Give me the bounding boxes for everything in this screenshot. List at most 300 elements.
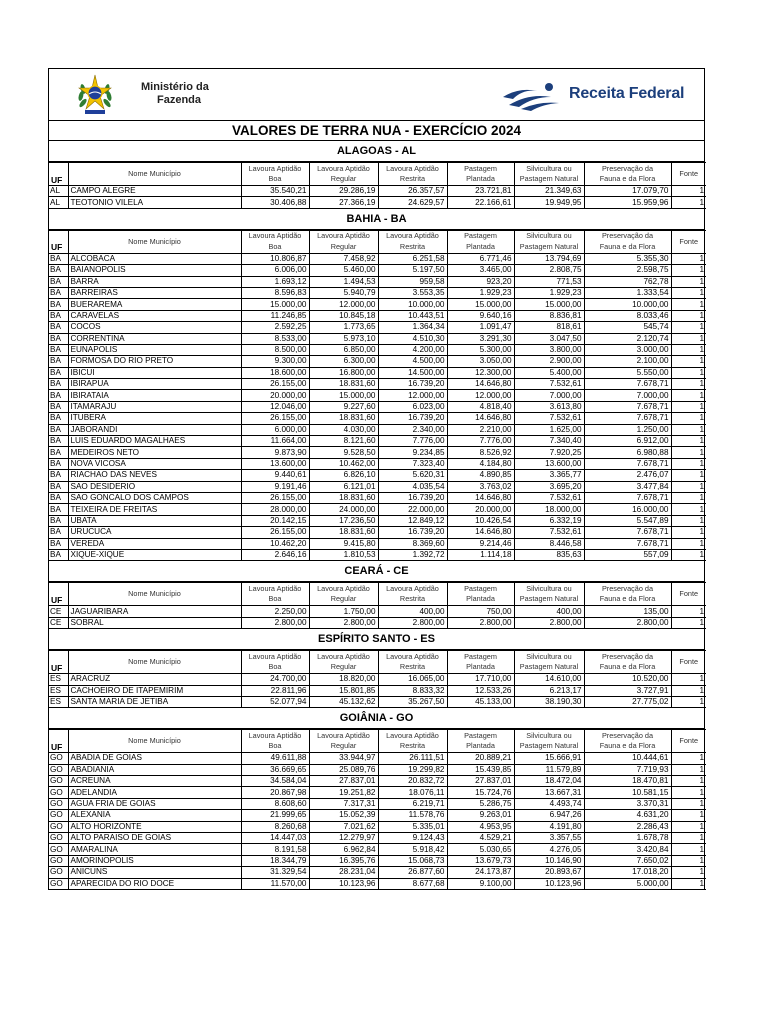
- lavoura-regular-cell: 7.458,92: [309, 253, 378, 264]
- preservacao-cell: 2.800,00: [584, 617, 671, 628]
- fonte-cell: 1: [671, 356, 706, 367]
- lavoura-restrita-cell: 4.500,00: [378, 356, 447, 367]
- preservacao-cell: 1.678,78: [584, 833, 671, 844]
- uf-cell: CE: [49, 606, 68, 617]
- pastagem-plantada-cell: 9.263,01: [447, 810, 514, 821]
- lavoura-boa-cell: 52.077,94: [241, 696, 309, 707]
- ministry-name: Ministério da Fazenda: [141, 81, 209, 106]
- municipio-cell: CACHOEIRO DE ITAPEMIRIM: [68, 685, 241, 696]
- uf-cell: BA: [49, 401, 68, 412]
- silvicultura-cell: 771,53: [514, 276, 584, 287]
- preservacao-cell: 3.477,84: [584, 481, 671, 492]
- fonte-cell: 1: [671, 821, 706, 832]
- uf-cell: BA: [49, 470, 68, 481]
- pastagem-plantada-cell: 1.114,18: [447, 549, 514, 560]
- fonte-header: Fonte: [671, 163, 706, 186]
- table-row: [49, 549, 706, 560]
- municipio-cell: ANICUNS: [68, 867, 241, 878]
- uf-header: UF: [49, 230, 68, 253]
- fonte-cell: 1: [671, 504, 706, 515]
- lavoura-regular-cell: 27.837,01: [309, 776, 378, 787]
- municipio-cell: UBATA: [68, 515, 241, 526]
- lavoura-regular-header: Lavoura Aptidão Regular: [309, 230, 378, 253]
- fonte-cell: 1: [671, 413, 706, 424]
- lavoura-regular-header: Lavoura Aptidão Regular: [309, 583, 378, 606]
- preservacao-cell: 3.420,84: [584, 844, 671, 855]
- municipio-header: Nome Município: [68, 730, 241, 753]
- lavoura-restrita-header: Lavoura Aptidão Restrita: [378, 230, 447, 253]
- uf-cell: BA: [49, 458, 68, 469]
- uf-cell: GO: [49, 855, 68, 866]
- preservacao-cell: 3.000,00: [584, 344, 671, 355]
- preservacao-cell: 27.775,02: [584, 696, 671, 707]
- table-row: [49, 527, 706, 538]
- uf-cell: BA: [49, 436, 68, 447]
- lavoura-restrita-cell: 8.677,68: [378, 878, 447, 889]
- preservacao-cell: 5.000,00: [584, 878, 671, 889]
- lavoura-boa-cell: 9.191,46: [241, 481, 309, 492]
- municipio-cell: IBIRAPUA: [68, 379, 241, 390]
- preservacao-cell: 4.631,20: [584, 810, 671, 821]
- receita-federal-logo-icon: [499, 79, 567, 113]
- table-row: [49, 470, 706, 481]
- fonte-cell: 1: [671, 753, 706, 764]
- uf-cell: BA: [49, 379, 68, 390]
- uf-cell: AL: [49, 197, 68, 208]
- lavoura-restrita-cell: 22.000,00: [378, 504, 447, 515]
- municipio-header: Nome Município: [68, 163, 241, 186]
- lavoura-boa-cell: 21.999,65: [241, 810, 309, 821]
- preservacao-cell: 6.912,00: [584, 436, 671, 447]
- municipio-header: Nome Município: [68, 583, 241, 606]
- uf-cell: BA: [49, 413, 68, 424]
- lavoura-boa-header: Lavoura Aptidão Boa: [241, 651, 309, 674]
- preservacao-cell: 10.000,00: [584, 299, 671, 310]
- municipio-cell: LUIS EDUARDO MAGALHAES: [68, 436, 241, 447]
- uf-cell: GO: [49, 787, 68, 798]
- lavoura-boa-cell: 8.608,60: [241, 798, 309, 809]
- silvicultura-cell: 3.357,55: [514, 833, 584, 844]
- fonte-cell: 1: [671, 844, 706, 855]
- lavoura-boa-cell: 9.440,61: [241, 470, 309, 481]
- lavoura-regular-cell: 5.973,10: [309, 333, 378, 344]
- silvicultura-cell: 3.695,20: [514, 481, 584, 492]
- preservacao-cell: 3.727,91: [584, 685, 671, 696]
- lavoura-boa-cell: 10.806,87: [241, 253, 309, 264]
- fonte-cell: 1: [671, 401, 706, 412]
- lavoura-restrita-cell: 8.369,60: [378, 538, 447, 549]
- fonte-cell: 1: [671, 798, 706, 809]
- municipio-header: Nome Município: [68, 651, 241, 674]
- fonte-cell: 1: [671, 833, 706, 844]
- silvicultura-cell: 3.613,80: [514, 401, 584, 412]
- lavoura-regular-cell: 16.800,00: [309, 367, 378, 378]
- table-row: [49, 492, 706, 503]
- lavoura-restrita-cell: 16.065,00: [378, 674, 447, 685]
- municipio-cell: CAMPO ALEGRE: [68, 186, 241, 197]
- table-row: [49, 401, 706, 412]
- preservacao-cell: 7.678,71: [584, 458, 671, 469]
- municipio-cell: EUNAPOLIS: [68, 344, 241, 355]
- pastagem-plantada-cell: 14.646,80: [447, 492, 514, 503]
- silvicultura-cell: 8.446,58: [514, 538, 584, 549]
- lavoura-regular-cell: 2.800,00: [309, 617, 378, 628]
- table-row: [49, 310, 706, 321]
- fonte-cell: 1: [671, 458, 706, 469]
- lavoura-restrita-cell: 4.510,30: [378, 333, 447, 344]
- uf-header: UF: [49, 730, 68, 753]
- table-header-row: [49, 583, 706, 606]
- preservacao-cell: 5.550,00: [584, 367, 671, 378]
- municipio-cell: COCOS: [68, 322, 241, 333]
- table-header-row: [49, 730, 706, 753]
- silvicultura-cell: 3.047,50: [514, 333, 584, 344]
- preservacao-cell: 15.959,96: [584, 197, 671, 208]
- pastagem-plantada-cell: 15.724,76: [447, 787, 514, 798]
- state-section-title: GOIÂNIA - GO: [49, 708, 704, 729]
- pastagem-plantada-cell: 12.000,00: [447, 390, 514, 401]
- lavoura-regular-cell: 1.494,53: [309, 276, 378, 287]
- lavoura-regular-cell: 6.826,10: [309, 470, 378, 481]
- fonte-cell: 1: [671, 549, 706, 560]
- pastagem-plantada-cell: 17.710,00: [447, 674, 514, 685]
- fonte-cell: 1: [671, 276, 706, 287]
- pastagem-plantada-cell: 4.953,95: [447, 821, 514, 832]
- fonte-header: Fonte: [671, 583, 706, 606]
- preservacao-header: Preservação da Fauna e da Flora: [584, 583, 671, 606]
- municipio-cell: SAO DESIDERIO: [68, 481, 241, 492]
- municipio-cell: ITUBERA: [68, 413, 241, 424]
- silvicultura-cell: 4.493,74: [514, 798, 584, 809]
- silvicultura-cell: 15.000,00: [514, 299, 584, 310]
- lavoura-boa-cell: 31.329,54: [241, 867, 309, 878]
- lavoura-regular-header: Lavoura Aptidão Regular: [309, 163, 378, 186]
- table-row: [49, 753, 706, 764]
- pastagem-plantada-header: Pastagem Plantada: [447, 730, 514, 753]
- fonte-cell: 1: [671, 776, 706, 787]
- lavoura-boa-cell: 2.592,25: [241, 322, 309, 333]
- table-row: [49, 481, 706, 492]
- table-row: [49, 696, 706, 707]
- lavoura-regular-cell: 6.121,01: [309, 481, 378, 492]
- fonte-cell: 1: [671, 253, 706, 264]
- pastagem-plantada-cell: 15.000,00: [447, 299, 514, 310]
- uf-cell: ES: [49, 674, 68, 685]
- lavoura-boa-cell: 26.155,00: [241, 379, 309, 390]
- preservacao-cell: 3.370,31: [584, 798, 671, 809]
- fonte-cell: 1: [671, 538, 706, 549]
- lavoura-restrita-cell: 10.443,51: [378, 310, 447, 321]
- lavoura-regular-cell: 7.021,62: [309, 821, 378, 832]
- uf-cell: BA: [49, 333, 68, 344]
- table-row: [49, 458, 706, 469]
- state-section-title: CEARÁ - CE: [49, 561, 704, 582]
- silvicultura-cell: 400,00: [514, 606, 584, 617]
- lavoura-regular-cell: 19.251,82: [309, 787, 378, 798]
- uf-cell: BA: [49, 549, 68, 560]
- uf-cell: BA: [49, 310, 68, 321]
- lavoura-restrita-cell: 959,58: [378, 276, 447, 287]
- lavoura-regular-cell: 7.317,31: [309, 798, 378, 809]
- uf-cell: ES: [49, 685, 68, 696]
- lavoura-boa-cell: 9.873,90: [241, 447, 309, 458]
- pastagem-plantada-cell: 24.173,87: [447, 867, 514, 878]
- pastagem-plantada-cell: 27.837,01: [447, 776, 514, 787]
- lavoura-boa-cell: 10.462,20: [241, 538, 309, 549]
- uf-cell: GO: [49, 844, 68, 855]
- preservacao-cell: 7.719,93: [584, 764, 671, 775]
- lavoura-regular-cell: 6.962,84: [309, 844, 378, 855]
- lavoura-restrita-cell: 24.629,57: [378, 197, 447, 208]
- lavoura-restrita-header: Lavoura Aptidão Restrita: [378, 583, 447, 606]
- state-section-title: ALAGOAS - AL: [49, 141, 704, 162]
- lavoura-regular-cell: 24.000,00: [309, 504, 378, 515]
- preservacao-cell: 557,09: [584, 549, 671, 560]
- lavoura-restrita-cell: 26.877,60: [378, 867, 447, 878]
- uf-header: UF: [49, 163, 68, 186]
- lavoura-boa-cell: 26.155,00: [241, 492, 309, 503]
- lavoura-regular-cell: 27.366,19: [309, 197, 378, 208]
- table-row: [49, 504, 706, 515]
- municipio-cell: IBIRATAIA: [68, 390, 241, 401]
- fonte-cell: 1: [671, 379, 706, 390]
- fonte-cell: 1: [671, 470, 706, 481]
- document-page: [48, 68, 705, 890]
- table-header-row: [49, 230, 706, 253]
- lavoura-boa-cell: 8.500,00: [241, 344, 309, 355]
- table-row: [49, 390, 706, 401]
- table-row: [49, 276, 706, 287]
- uf-cell: GO: [49, 764, 68, 775]
- silvicultura-cell: 19.949,95: [514, 197, 584, 208]
- lavoura-restrita-cell: 4.200,00: [378, 344, 447, 355]
- table-row: [49, 322, 706, 333]
- uf-cell: ES: [49, 696, 68, 707]
- lavoura-restrita-cell: 5.197,50: [378, 265, 447, 276]
- preservacao-cell: 10.520,00: [584, 674, 671, 685]
- preservacao-cell: 7.678,71: [584, 492, 671, 503]
- lavoura-boa-cell: 18.344,79: [241, 855, 309, 866]
- municipio-cell: ARACRUZ: [68, 674, 241, 685]
- silvicultura-cell: 7.340,40: [514, 436, 584, 447]
- silvicultura-cell: 818,61: [514, 322, 584, 333]
- silvicultura-cell: 7.532,61: [514, 379, 584, 390]
- table-row: [49, 844, 706, 855]
- lavoura-regular-cell: 16.395,76: [309, 855, 378, 866]
- uf-cell: GO: [49, 821, 68, 832]
- table-row: [49, 299, 706, 310]
- table-row: [49, 379, 706, 390]
- lavoura-regular-cell: 15.000,00: [309, 390, 378, 401]
- fonte-cell: 1: [671, 310, 706, 321]
- table-row: [49, 356, 706, 367]
- preservacao-cell: 5.547,89: [584, 515, 671, 526]
- table-row: [49, 265, 706, 276]
- lavoura-regular-header: Lavoura Aptidão Regular: [309, 730, 378, 753]
- preservacao-cell: 7.650,02: [584, 855, 671, 866]
- lavoura-regular-cell: 45.132,62: [309, 696, 378, 707]
- silvicultura-cell: 14.610,00: [514, 674, 584, 685]
- uf-cell: GO: [49, 833, 68, 844]
- preservacao-cell: 7.678,71: [584, 413, 671, 424]
- uf-header: UF: [49, 651, 68, 674]
- silvicultura-header: Silvicultura ou Pastagem Natural: [514, 583, 584, 606]
- pastagem-plantada-cell: 12.533,26: [447, 685, 514, 696]
- municipio-cell: URUCUCA: [68, 527, 241, 538]
- lavoura-restrita-cell: 10.000,00: [378, 299, 447, 310]
- silvicultura-cell: 835,63: [514, 549, 584, 560]
- uf-cell: GO: [49, 810, 68, 821]
- fonte-header: Fonte: [671, 651, 706, 674]
- municipio-header: Nome Município: [68, 230, 241, 253]
- silvicultura-cell: 13.794,69: [514, 253, 584, 264]
- table-row: [49, 764, 706, 775]
- lavoura-boa-cell: 8.191,58: [241, 844, 309, 855]
- table-row: [49, 333, 706, 344]
- lavoura-regular-cell: 6.300,00: [309, 356, 378, 367]
- municipio-cell: ALTO HORIZONTE: [68, 821, 241, 832]
- pastagem-plantada-cell: 1.929,23: [447, 287, 514, 298]
- municipio-cell: CARAVELAS: [68, 310, 241, 321]
- pastagem-plantada-cell: 14.646,80: [447, 413, 514, 424]
- lavoura-regular-cell: 28.231,04: [309, 867, 378, 878]
- pastagem-plantada-cell: 22.166,61: [447, 197, 514, 208]
- uf-cell: BA: [49, 538, 68, 549]
- uf-cell: BA: [49, 527, 68, 538]
- uf-cell: BA: [49, 515, 68, 526]
- preservacao-cell: 7.678,71: [584, 401, 671, 412]
- lavoura-restrita-cell: 12.849,12: [378, 515, 447, 526]
- uf-cell: BA: [49, 344, 68, 355]
- municipio-cell: TEOTONIO VILELA: [68, 197, 241, 208]
- silvicultura-cell: 4.276,05: [514, 844, 584, 855]
- municipio-cell: CORRENTINA: [68, 333, 241, 344]
- pastagem-plantada-cell: 2.210,00: [447, 424, 514, 435]
- pastagem-plantada-cell: 10.426,54: [447, 515, 514, 526]
- silvicultura-cell: 2.900,00: [514, 356, 584, 367]
- lavoura-restrita-cell: 7.776,00: [378, 436, 447, 447]
- lavoura-regular-cell: 29.286,19: [309, 186, 378, 197]
- state-section-title: BAHIA - BA: [49, 209, 704, 230]
- table-row: [49, 833, 706, 844]
- table-row: [49, 821, 706, 832]
- pastagem-plantada-header: Pastagem Plantada: [447, 651, 514, 674]
- uf-cell: BA: [49, 424, 68, 435]
- fonte-cell: 1: [671, 810, 706, 821]
- lavoura-regular-cell: 12.279,97: [309, 833, 378, 844]
- municipio-cell: AMORINOPOLIS: [68, 855, 241, 866]
- lavoura-regular-cell: 18.831,60: [309, 379, 378, 390]
- pastagem-plantada-cell: 9.100,00: [447, 878, 514, 889]
- table-row: [49, 855, 706, 866]
- table-row: [49, 515, 706, 526]
- municipio-cell: NOVA VICOSA: [68, 458, 241, 469]
- uf-cell: GO: [49, 776, 68, 787]
- lavoura-restrita-header: Lavoura Aptidão Restrita: [378, 163, 447, 186]
- table-row: [49, 287, 706, 298]
- fonte-cell: 1: [671, 322, 706, 333]
- uf-cell: GO: [49, 753, 68, 764]
- silvicultura-cell: 20.893,67: [514, 867, 584, 878]
- pastagem-plantada-cell: 750,00: [447, 606, 514, 617]
- table-row: [49, 878, 706, 889]
- lavoura-restrita-cell: 6.219,71: [378, 798, 447, 809]
- uf-cell: AL: [49, 186, 68, 197]
- lavoura-regular-header: Lavoura Aptidão Regular: [309, 651, 378, 674]
- fonte-cell: 1: [671, 606, 706, 617]
- fonte-cell: 1: [671, 515, 706, 526]
- lavoura-regular-cell: 1.810,53: [309, 549, 378, 560]
- lavoura-boa-cell: 11.664,00: [241, 436, 309, 447]
- lavoura-boa-cell: 28.000,00: [241, 504, 309, 515]
- lavoura-restrita-cell: 1.392,72: [378, 549, 447, 560]
- preservacao-header: Preservação da Fauna e da Flora: [584, 230, 671, 253]
- preservacao-cell: 18.470,81: [584, 776, 671, 787]
- fonte-cell: 1: [671, 390, 706, 401]
- fonte-cell: 1: [671, 299, 706, 310]
- receita-federal-brand: Receita Federal: [569, 85, 685, 102]
- municipio-cell: ABADIA DE GOIAS: [68, 753, 241, 764]
- pastagem-plantada-cell: 45.133,00: [447, 696, 514, 707]
- municipio-cell: BARRA: [68, 276, 241, 287]
- lavoura-regular-cell: 9.528,50: [309, 447, 378, 458]
- lavoura-boa-header: Lavoura Aptidão Boa: [241, 163, 309, 186]
- uf-cell: BA: [49, 447, 68, 458]
- municipio-cell: JABORANDI: [68, 424, 241, 435]
- table-row: [49, 413, 706, 424]
- uf-cell: BA: [49, 253, 68, 264]
- silvicultura-cell: 2.808,75: [514, 265, 584, 276]
- silvicultura-cell: 18.000,00: [514, 504, 584, 515]
- preservacao-header: Preservação da Fauna e da Flora: [584, 651, 671, 674]
- silvicultura-cell: 38.190,30: [514, 696, 584, 707]
- fonte-cell: 1: [671, 527, 706, 538]
- lavoura-boa-cell: 35.540,21: [241, 186, 309, 197]
- table-row: [49, 787, 706, 798]
- preservacao-cell: 2.598,75: [584, 265, 671, 276]
- fonte-cell: 1: [671, 855, 706, 866]
- pastagem-plantada-cell: 8.526,92: [447, 447, 514, 458]
- lavoura-restrita-cell: 19.299,82: [378, 764, 447, 775]
- uf-cell: BA: [49, 356, 68, 367]
- table-row: [49, 798, 706, 809]
- fonte-cell: 1: [671, 764, 706, 775]
- land-values-table: [49, 230, 706, 562]
- silvicultura-cell: 5.400,00: [514, 367, 584, 378]
- state-section-title: ESPÍRITO SANTO - ES: [49, 629, 704, 650]
- municipio-cell: ACREUNA: [68, 776, 241, 787]
- preservacao-cell: 10.444,61: [584, 753, 671, 764]
- silvicultura-cell: 15.666,91: [514, 753, 584, 764]
- fonte-cell: 1: [671, 186, 706, 197]
- pastagem-plantada-header: Pastagem Plantada: [447, 583, 514, 606]
- uf-cell: BA: [49, 287, 68, 298]
- silvicultura-cell: 13.667,31: [514, 787, 584, 798]
- uf-cell: BA: [49, 299, 68, 310]
- lavoura-boa-cell: 24.700,00: [241, 674, 309, 685]
- pastagem-plantada-cell: 3.763,02: [447, 481, 514, 492]
- silvicultura-header: Silvicultura ou Pastagem Natural: [514, 651, 584, 674]
- fonte-cell: 1: [671, 367, 706, 378]
- lavoura-boa-cell: 34.584,04: [241, 776, 309, 787]
- lavoura-boa-cell: 12.046,00: [241, 401, 309, 412]
- brazil-coat-of-arms-icon: [73, 73, 117, 117]
- fonte-cell: 1: [671, 696, 706, 707]
- lavoura-boa-cell: 49.611,88: [241, 753, 309, 764]
- lavoura-restrita-cell: 400,00: [378, 606, 447, 617]
- lavoura-boa-cell: 2.646,16: [241, 549, 309, 560]
- uf-cell: GO: [49, 867, 68, 878]
